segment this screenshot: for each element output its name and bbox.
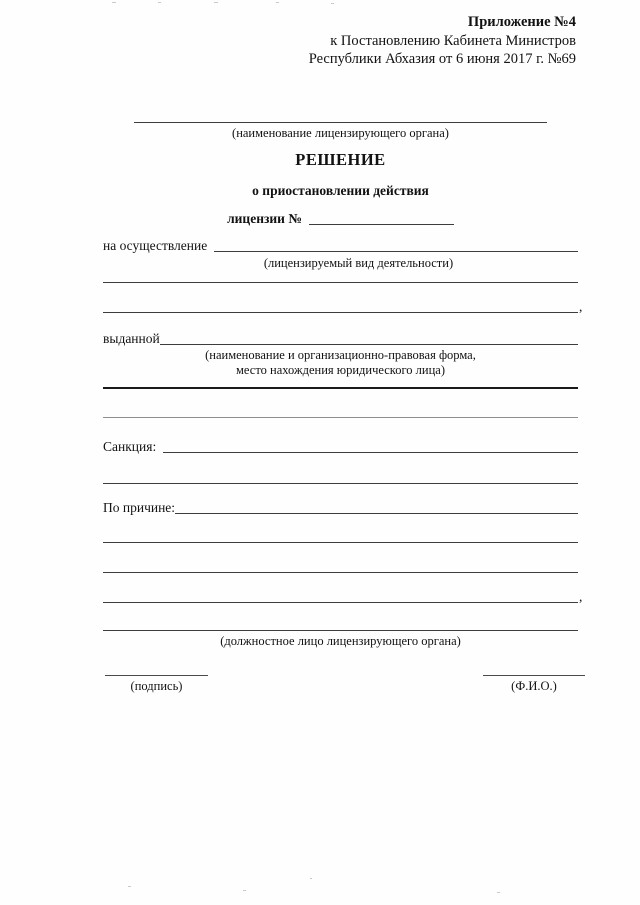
issued-row bbox=[103, 330, 578, 347]
scan-artifact bbox=[331, 3, 334, 4]
issued-caption-line2: место нахождения юридического лица) bbox=[236, 363, 445, 377]
scan-artifact bbox=[112, 2, 116, 3]
official-caption: (должностное лицо лицензирующего органа) bbox=[220, 634, 461, 648]
blank-fill-line bbox=[103, 602, 578, 603]
sanction-row bbox=[103, 438, 578, 455]
scan-artifact bbox=[128, 886, 131, 887]
activity-label: на осуществление bbox=[103, 238, 208, 253]
license-number-row bbox=[103, 210, 578, 227]
fio-caption: (Ф.И.О.) bbox=[511, 679, 557, 693]
scan-artifact bbox=[497, 892, 500, 893]
scan-artifact bbox=[243, 890, 246, 891]
appendix-number: Приложение №4 bbox=[467, 14, 576, 30]
reason-fill-line bbox=[175, 513, 578, 514]
blank-fill-line bbox=[103, 282, 578, 283]
signature-fill-line bbox=[105, 675, 208, 676]
activity-row bbox=[103, 237, 578, 254]
scan-artifact bbox=[276, 2, 279, 3]
blank-fill-line bbox=[103, 483, 578, 484]
scan-artifact bbox=[158, 2, 161, 3]
reason-row bbox=[103, 499, 578, 516]
issued-caption-line1: (наименование и организационно-правовая форма, bbox=[205, 348, 476, 362]
trailing-comma: , bbox=[579, 299, 583, 314]
blank-fill-line bbox=[103, 542, 578, 543]
activity-fill-line bbox=[214, 251, 578, 252]
issued-fill-line bbox=[160, 344, 578, 345]
appendix-decree-line: к Постановлению Кабинета Министров bbox=[330, 32, 576, 49]
fio-fill-line bbox=[483, 675, 585, 676]
sanction-label: Санкция: bbox=[103, 439, 157, 454]
official-fill-line bbox=[103, 630, 578, 631]
reason-label: По причине: bbox=[103, 500, 176, 515]
appendix-republic-line: Республики Абхазия от 6 июня 2017 г. №69 bbox=[308, 51, 576, 67]
sanction-fill-line bbox=[163, 452, 578, 453]
blank-fill-line bbox=[103, 312, 578, 313]
scan-artifact bbox=[310, 878, 312, 879]
document-title: РЕШЕНИЕ bbox=[295, 150, 386, 169]
activity-caption: (лицензируемый вид деятельности) bbox=[263, 256, 454, 270]
appendix-header bbox=[309, 13, 576, 69]
license-number-label: лицензии № bbox=[227, 211, 302, 226]
licensing-authority-caption: (наименование лицензирующего органа) bbox=[232, 126, 449, 140]
blank-fill-line bbox=[103, 417, 578, 418]
signature-caption: (подпись) bbox=[130, 679, 183, 693]
blank-fill-line-thick bbox=[103, 387, 578, 389]
scan-artifact bbox=[214, 2, 218, 3]
issued-label: выданной bbox=[103, 331, 160, 346]
trailing-comma: , bbox=[579, 589, 583, 604]
document-subtitle: о приостановлении действия bbox=[252, 183, 429, 198]
blank-fill-line bbox=[103, 572, 578, 573]
licensing-authority-fill-line bbox=[134, 122, 547, 123]
license-number-fill-line bbox=[309, 224, 454, 225]
